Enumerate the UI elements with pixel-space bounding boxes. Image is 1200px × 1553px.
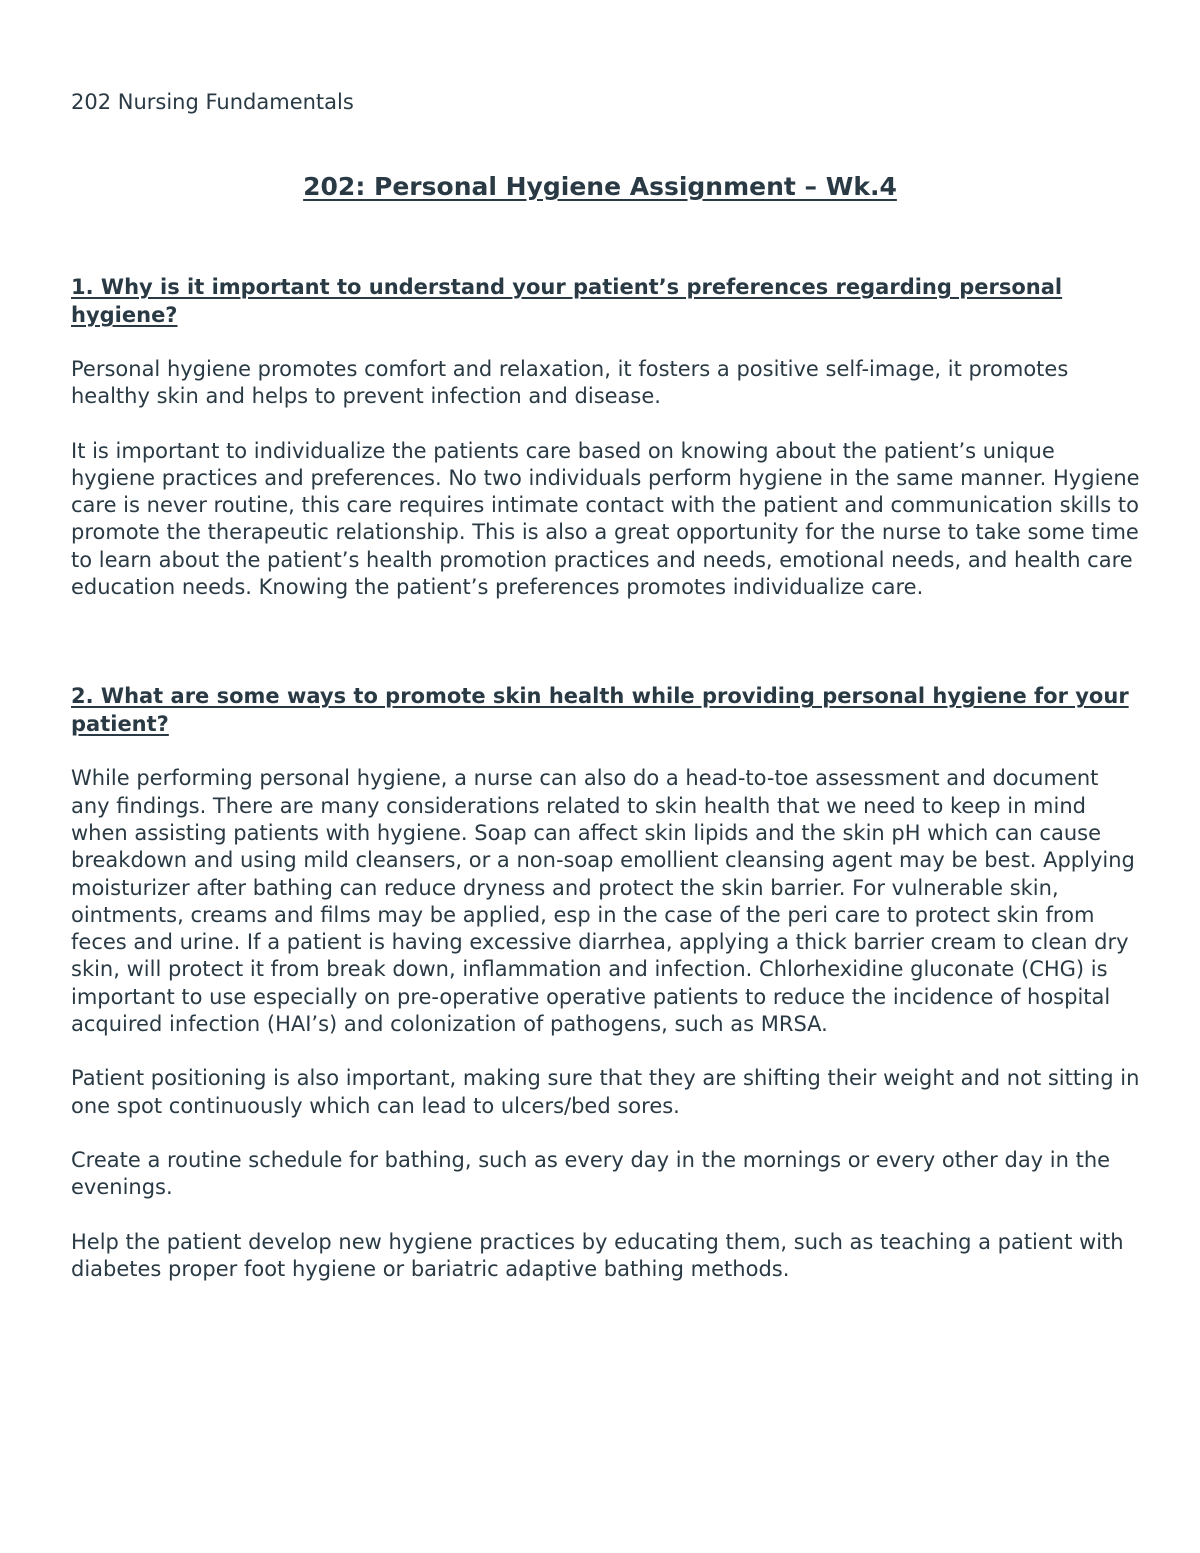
document-body — [71, 273, 1141, 1283]
question-section-1 — [71, 273, 1141, 601]
question-heading: 2. What are some ways to promote skin health while providing personal hygiene for your patient? — [71, 684, 1129, 737]
answer-paragraph: Patient positioning is also important, making sure that they are shifting their weight and not sitting in one spot continuously which can lead to ulcers/bed sores. — [71, 1066, 1140, 1118]
question-heading: 1. Why is it important to understand your patient’s preferences regarding personal hygiene? — [71, 275, 1063, 327]
answer-paragraph: While performing personal hygiene, a nurse can also do a head-to-toe assessment and document any findings. There are many considerations related to skin health that we need to keep in mind when assisting patients with hygiene. Soap can affect skin lipids and the skin pH which can cause breakdown and using mild cleansers, or a non-soap emollient cleansing agent may be best. Applying moisturizer after bathing can reduce dryness and protect the skin barrier. For vulnerable skin, ointments, creams and films may be applied, esp in the case of the peri care to protect skin from feces and urine. If a patient is having excessive diarrhea, applying a thick barrier cream to clean dry skin, will protect it from break down, inflammation and infection. Chlorhexidine gluconate (CHG) is important to use especially on pre-operative operative patients to reduce the incidence of hospital acquired infection (HAI’s) and colonization of pathogens, such as MRSA. — [71, 766, 1135, 1037]
answer-paragraph: Help the patient develop new hygiene practices by educating them, such as teaching a patient with diabetes proper foot hygiene or bariatric adaptive bathing methods. — [71, 1229, 1124, 1281]
page-title: 202: Personal Hygiene Assignment – Wk.4 — [303, 172, 897, 201]
answer-paragraph: It is important to individualize the patients care based on knowing about the patient’s unique hygiene practices and preferences. No two individuals perform hygiene in the same manner. Hygiene care is never routine, this care requires intimate contact with the patient and communication skills to promote the therapeutic relationship. This is also a great opportunity for the nurse to take some time to learn about the patient’s health promotion practices and needs, emotional needs, and health care education needs. Knowing the patient’s preferences promotes individualize care. — [71, 438, 1140, 600]
question-section-2 — [71, 682, 1141, 1283]
answer-paragraph: Create a routine schedule for bathing, such as every day in the mornings or every other day in the evenings. — [71, 1147, 1111, 1200]
answer-paragraph: Personal hygiene promotes comfort and relaxation, it fosters a positive self-image, it promotes healthy skin and helps to prevent infection and disease. — [71, 357, 1069, 409]
course-name: 202 Nursing Fundamentals — [71, 90, 354, 114]
